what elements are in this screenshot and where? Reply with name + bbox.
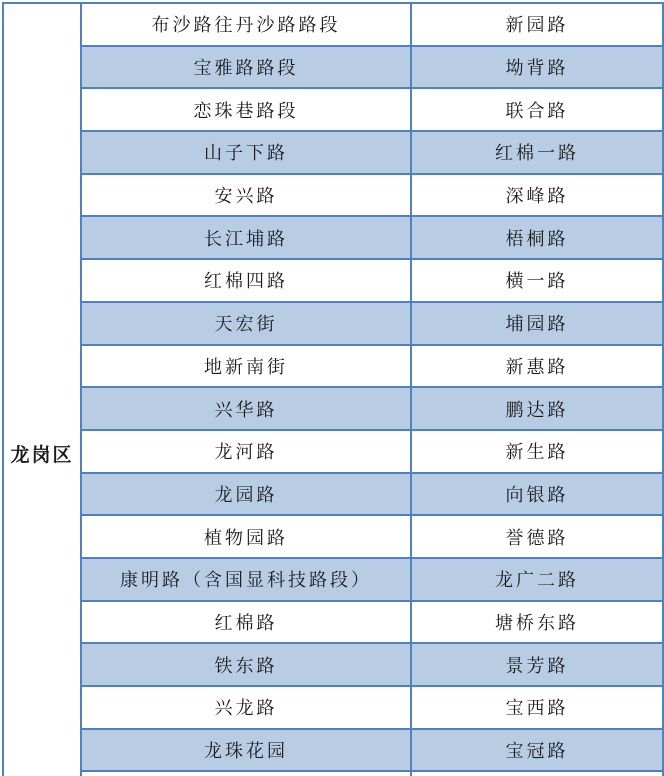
road-cell: 联合路 bbox=[411, 88, 663, 131]
road-cell: 宝西路 bbox=[411, 686, 663, 729]
table-row bbox=[3, 216, 663, 259]
table-row bbox=[3, 387, 663, 430]
table-row bbox=[3, 729, 663, 772]
road-cell: 新惠路 bbox=[411, 345, 663, 388]
road-cell: 龙园路 bbox=[81, 473, 411, 516]
table-row bbox=[3, 131, 663, 174]
table-row bbox=[3, 473, 663, 516]
road-cell: 坳背路 bbox=[411, 46, 663, 89]
road-cell: 鹏达路 bbox=[411, 387, 663, 430]
road-cell: 横一路 bbox=[411, 259, 663, 302]
district-road-table bbox=[2, 2, 664, 776]
road-cell: 兴华路 bbox=[81, 387, 411, 430]
road-cell: 地新南街 bbox=[81, 345, 411, 388]
road-cell: 红棉路 bbox=[81, 601, 411, 644]
district-cell bbox=[3, 3, 81, 776]
table-row bbox=[3, 302, 663, 345]
road-cell: 景芳路 bbox=[411, 643, 663, 686]
road-cell: 塘桥东路 bbox=[411, 601, 663, 644]
table-row bbox=[3, 259, 663, 302]
road-cell: 兴龙路 bbox=[81, 686, 411, 729]
road-cell: 龙河路 bbox=[81, 430, 411, 473]
table-row bbox=[3, 345, 663, 388]
road-cell: 向银路 bbox=[411, 473, 663, 516]
road-cell: 新生路 bbox=[411, 430, 663, 473]
road-cell: 植物园路 bbox=[81, 515, 411, 558]
table-row bbox=[3, 88, 663, 131]
road-cell: 红棉一路 bbox=[411, 131, 663, 174]
road-cell: 梧桐路 bbox=[411, 216, 663, 259]
road-cell: 安兴路 bbox=[81, 174, 411, 217]
road-cell: 恋珠巷路段 bbox=[81, 88, 411, 131]
road-cell: 红棉四路 bbox=[81, 259, 411, 302]
road-cell: 宝冠路 bbox=[411, 729, 663, 772]
road-cell: 山子下路 bbox=[81, 131, 411, 174]
table-row bbox=[3, 601, 663, 644]
table-row bbox=[3, 174, 663, 217]
road-cell bbox=[411, 771, 663, 776]
road-cell: 龙珠花园 bbox=[81, 729, 411, 772]
table-row bbox=[3, 430, 663, 473]
road-cell: 新园路 bbox=[411, 3, 663, 46]
table-row bbox=[3, 558, 663, 601]
table-row bbox=[3, 643, 663, 686]
table-row bbox=[3, 686, 663, 729]
road-cell: 长江埔路 bbox=[81, 216, 411, 259]
road-cell: 布沙路往丹沙路路段 bbox=[81, 3, 411, 46]
table-row bbox=[3, 46, 663, 89]
road-cell: 龙广二路 bbox=[411, 558, 663, 601]
road-cell: 康明路（含国显科技路段） bbox=[81, 558, 411, 601]
road-cell: 铁东路 bbox=[81, 643, 411, 686]
district-label: 龙岗区 bbox=[10, 444, 74, 467]
road-cell bbox=[81, 771, 411, 776]
road-cell: 深峰路 bbox=[411, 174, 663, 217]
road-cell: 誉德路 bbox=[411, 515, 663, 558]
table-row bbox=[3, 515, 663, 558]
road-cell: 天宏街 bbox=[81, 302, 411, 345]
table-row-partial bbox=[3, 771, 663, 776]
road-cell: 宝雅路路段 bbox=[81, 46, 411, 89]
table-row bbox=[3, 3, 663, 46]
road-cell: 埔园路 bbox=[411, 302, 663, 345]
